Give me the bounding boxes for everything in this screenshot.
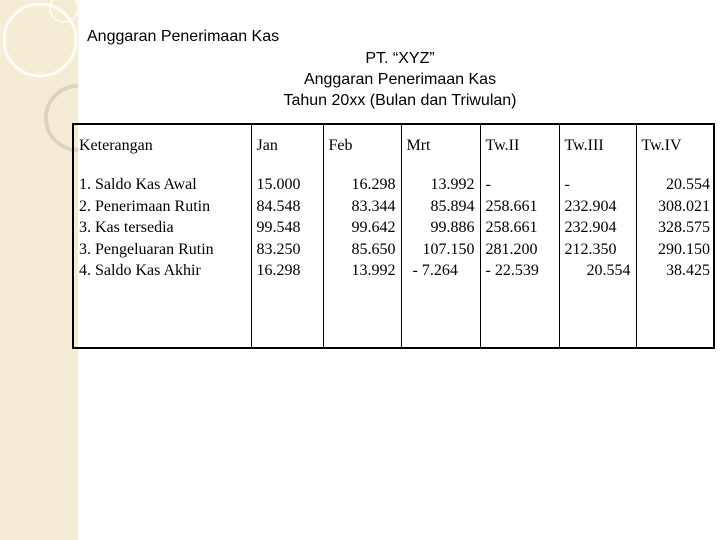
tw2-value: 281.200 (485, 240, 538, 258)
row-label: 2. Penerimaan Rutin (79, 197, 211, 215)
row-label: 3. Pengeluaran Rutin (79, 240, 214, 258)
col-header-keterangan: Keterangan (79, 137, 153, 154)
feb-value: 99.642 (351, 219, 396, 236)
tw4-cell (636, 165, 715, 347)
mrt-value: 99.886 (430, 219, 475, 236)
tw2-value: - (485, 176, 491, 193)
row-label: 3. Kas tersedia (79, 219, 174, 236)
tw3-value: 232.904 (564, 219, 617, 236)
feb-value: 13.992 (351, 262, 396, 279)
col-header-tw2: Tw.II (480, 125, 559, 165)
table-body-row (74, 165, 715, 347)
decorative-circles (0, 0, 78, 540)
tw2-value: 258.661 (485, 219, 538, 236)
jan-value: 15.000 (256, 176, 301, 193)
tw4-value: 290.150 (658, 240, 710, 258)
tw3-value: - (564, 176, 570, 193)
feb-value: 85.650 (351, 240, 396, 258)
tw3-value: 212.350 (564, 240, 617, 258)
row-label: 4. Saldo Kas Akhir (79, 262, 201, 279)
jan-value: 16.298 (256, 262, 301, 279)
mrt-value: 85.894 (430, 197, 475, 215)
col-header-feb: Feb (323, 125, 401, 165)
report-period: Tahun 20xx (Bulan dan Triwulan) (283, 92, 517, 109)
col-header-tw3: Tw.III (559, 125, 636, 165)
title-block (220, 48, 580, 111)
row-label: 1. Saldo Kas Awal (79, 176, 197, 193)
page-heading: Anggaran Penerimaan Kas (87, 28, 280, 45)
decorative-side-band (0, 0, 78, 540)
tw3-value: 20.554 (586, 262, 631, 279)
feb-value: 16.298 (351, 176, 396, 193)
jan-cell (251, 165, 323, 347)
tw4-value: 38.425 (666, 262, 710, 279)
tw2-value: - 22.539 (485, 262, 539, 279)
mrt-cell (401, 165, 480, 347)
jan-value: 83.250 (256, 240, 301, 258)
tw2-cell (480, 165, 559, 347)
tw4-value: 20.554 (666, 176, 710, 193)
tw4-value: 328.575 (658, 219, 710, 236)
jan-value: 99.548 (256, 219, 301, 236)
labels-cell (74, 165, 251, 347)
col-header-tw4: Tw.IV (636, 125, 715, 165)
tw2-value: 258.661 (485, 197, 538, 215)
report-title: Anggaran Penerimaan Kas (303, 71, 497, 88)
tw4-value: 308.021 (658, 197, 710, 215)
feb-value: 83.344 (351, 197, 396, 215)
tw3-cell (559, 165, 636, 347)
mrt-value: - 7.264 (412, 262, 458, 279)
table-header-row (74, 125, 715, 165)
mrt-value: 107.150 (422, 240, 475, 258)
jan-value: 84.548 (256, 197, 301, 215)
company-name: PT. “XYZ” (365, 50, 435, 67)
tw3-value: 232.904 (564, 197, 617, 215)
feb-cell (323, 165, 401, 347)
budget-table (72, 123, 715, 349)
col-header-jan: Jan (251, 125, 323, 165)
col-header-mrt: Mrt (401, 125, 480, 165)
mrt-value: 13.992 (430, 176, 475, 193)
